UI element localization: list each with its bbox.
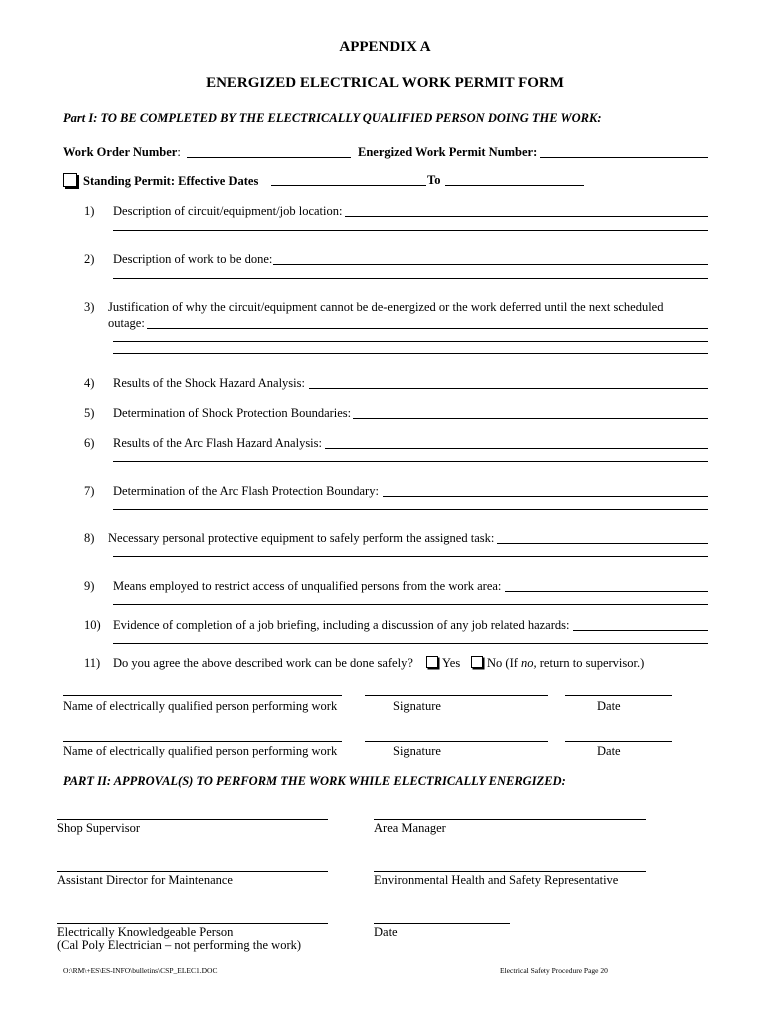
- yes-option[interactable]: Yes: [426, 656, 460, 671]
- item-number: 5): [84, 406, 95, 420]
- shop-supervisor-field[interactable]: [57, 819, 328, 820]
- part1-heading: Part I: TO BE COMPLETED BY THE ELECTRICALLY QUALIFIED PERSON DOING THE WORK:: [63, 111, 602, 125]
- qualified-person-signature-field-2[interactable]: [365, 741, 548, 742]
- no-checkbox[interactable]: [471, 656, 483, 668]
- item-2-field[interactable]: [273, 264, 708, 265]
- item-label: Do you agree the above described work can be done safely?: [113, 656, 413, 670]
- work-order-field[interactable]: [187, 157, 351, 158]
- item-7-field[interactable]: [383, 496, 708, 497]
- item-9-field-line2[interactable]: [113, 604, 708, 605]
- item-number: 2): [84, 252, 95, 266]
- permit-number-field[interactable]: [540, 157, 708, 158]
- item-10-field[interactable]: [573, 630, 708, 631]
- item-3-field-line3[interactable]: [113, 353, 708, 354]
- item-label: Results of the Shock Hazard Analysis:: [113, 376, 305, 390]
- permit-number-label: Energized Work Permit Number:: [358, 145, 538, 159]
- approval-date-field[interactable]: [374, 923, 510, 924]
- item-4-field[interactable]: [309, 388, 708, 389]
- form-title: ENERGIZED ELECTRICAL WORK PERMIT FORM: [206, 75, 564, 91]
- date-caption: Date: [597, 699, 621, 713]
- area-manager-field[interactable]: [374, 819, 646, 820]
- qualified-person-name-field-2[interactable]: [63, 741, 342, 742]
- assistant-director-field[interactable]: [57, 871, 328, 872]
- to-label: To: [427, 173, 441, 187]
- qualified-person-signature-field[interactable]: [365, 695, 548, 696]
- item-3-field[interactable]: [147, 328, 708, 329]
- item-label: Results of the Arc Flash Hazard Analysis:: [113, 436, 322, 450]
- item-2-field-line2[interactable]: [113, 278, 708, 279]
- item-8-field-line2[interactable]: [113, 556, 708, 557]
- qualified-person-date-field[interactable]: [565, 695, 672, 696]
- name-caption: Name of electrically qualified person performing work: [63, 744, 338, 758]
- item-7-field-line2[interactable]: [113, 509, 708, 510]
- item-number: 10): [84, 618, 101, 632]
- item-number: 7): [84, 484, 95, 498]
- ehs-rep-caption: Environmental Health and Safety Representative: [374, 873, 619, 887]
- item-label: Description of work to be done:: [113, 252, 273, 266]
- signature-caption: Signature: [393, 744, 441, 758]
- item-number: 6): [84, 436, 95, 450]
- assistant-director-caption: Assistant Director for Maintenance: [57, 873, 233, 887]
- item-number: 4): [84, 376, 95, 390]
- item-3-field-line2[interactable]: [113, 341, 708, 342]
- qualified-person-date-field-2[interactable]: [565, 741, 672, 742]
- item-label: Determination of the Arc Flash Protection Boundary:: [113, 484, 379, 498]
- name-caption: Name of electrically qualified person performing work: [63, 699, 338, 713]
- date-caption: Date: [597, 744, 621, 758]
- footer-page-number: Electrical Safety Procedure Page 20: [500, 966, 608, 975]
- shop-supervisor-caption: Shop Supervisor: [57, 821, 140, 835]
- work-order-label: Work Order Number:: [63, 145, 181, 159]
- ehs-rep-field[interactable]: [374, 871, 646, 872]
- appendix-title: APPENDIX A: [339, 39, 431, 55]
- item-1-field-line2[interactable]: [113, 230, 708, 231]
- item-label-cont: outage:: [108, 316, 145, 330]
- item-6-field[interactable]: [325, 448, 708, 449]
- knowledgeable-person-caption: Electrically Knowledgeable Person: [57, 925, 234, 939]
- item-label: Evidence of completion of a job briefing, including a discussion of any job related hazards:: [113, 618, 570, 632]
- item-label: Description of circuit/equipment/job location:: [113, 204, 343, 218]
- standing-permit-row: Standing Permit: Effective Dates: [63, 173, 258, 189]
- item-number: 9): [84, 579, 95, 593]
- item-number: 1): [84, 204, 95, 218]
- item-number: 11): [84, 656, 101, 670]
- knowledgeable-person-note: (Cal Poly Electrician – not performing the work): [57, 938, 302, 952]
- signature-caption: Signature: [393, 699, 441, 713]
- item-number: 3): [84, 300, 95, 314]
- area-manager-caption: Area Manager: [374, 821, 446, 835]
- footer-file-path: O:\RM\+ES\ES-INFO\bulletins\CSP_ELEC1.DOC: [63, 966, 218, 975]
- effective-date-from-field[interactable]: [271, 185, 426, 186]
- item-1-field[interactable]: [345, 216, 708, 217]
- no-option[interactable]: No (If no, return to supervisor.): [471, 656, 644, 671]
- item-label: Determination of Shock Protection Boundaries:: [113, 406, 352, 420]
- yes-checkbox[interactable]: [426, 656, 438, 668]
- part2-heading: PART II: APPROVAL(S) TO PERFORM THE WORK WHILE ELECTRICALLY ENERGIZED:: [63, 774, 566, 788]
- qualified-person-name-field[interactable]: [63, 695, 342, 696]
- standing-permit-checkbox[interactable]: [63, 173, 77, 187]
- effective-date-to-field[interactable]: [445, 185, 584, 186]
- item-5-field[interactable]: [353, 418, 708, 419]
- item-6-field-line2[interactable]: [113, 461, 708, 462]
- item-8-field[interactable]: [497, 543, 708, 544]
- knowledgeable-person-field[interactable]: [57, 923, 328, 924]
- item-label: Means employed to restrict access of unqualified persons from the work area:: [113, 579, 502, 593]
- item-9-field[interactable]: [505, 591, 708, 592]
- item-10-field-line2[interactable]: [113, 643, 708, 644]
- item-label: Necessary personal protective equipment to safely perform the assigned task:: [108, 531, 495, 545]
- approval-date-caption: Date: [374, 925, 398, 939]
- item-label: Justification of why the circuit/equipment cannot be de-energized or the work deferred until the next scheduled: [108, 300, 664, 314]
- item-number: 8): [84, 531, 95, 545]
